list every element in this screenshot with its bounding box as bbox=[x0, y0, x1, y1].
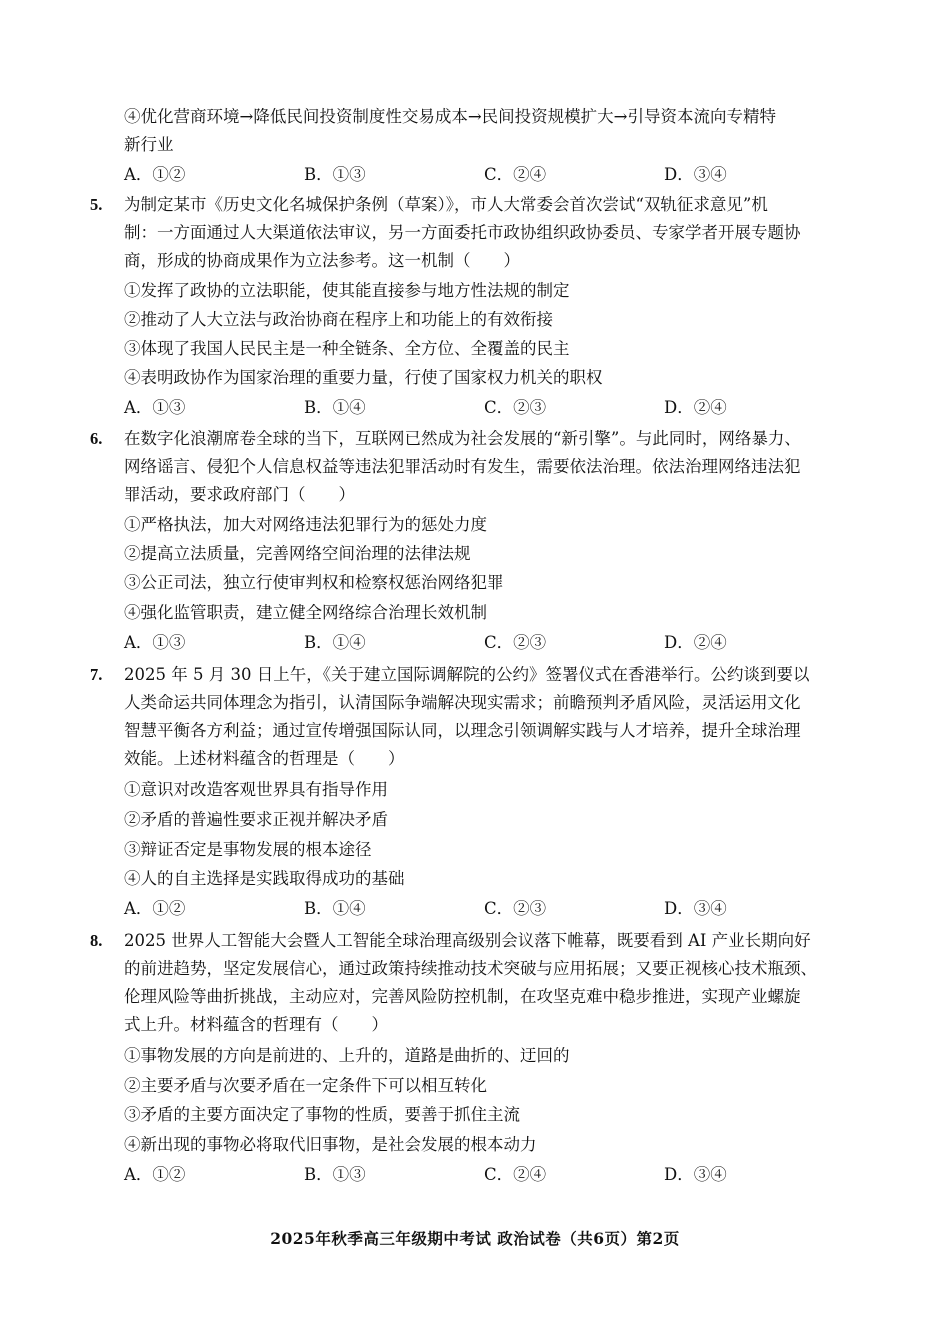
item-line: ①发挥了政协的立法职能，使其能直接参与地方性法规的制定 bbox=[124, 281, 570, 300]
option-b: B．①④ bbox=[304, 899, 366, 918]
stem-line: 制：一方面通过人大渠道依法审议，另一方面委托市政协组织政协委员、专家学者开展专题协 bbox=[124, 223, 801, 242]
stem-line: 2025 世界人工智能大会暨人工智能全球治理高级别会议落下帷幕，既要看到 AI 产业长期向好 bbox=[124, 931, 811, 950]
option-c: C．②④ bbox=[484, 1165, 547, 1184]
option-d: D．②④ bbox=[664, 398, 727, 417]
stem-line: 人类命运共同体理念为指引，认清国际争端解决现实需求；前瞻预判矛盾风险，灵活运用文化 bbox=[124, 693, 801, 712]
stem-line: 在数字化浪潮席卷全球的当下，互联网已然成为社会发展的“新引擎”。与此同时，网络暴力、 bbox=[124, 429, 801, 448]
item-line: ①事物发展的方向是前进的、上升的，道路是曲折的、迂回的 bbox=[124, 1046, 570, 1065]
option-a: A．①③ bbox=[124, 633, 186, 652]
option-c: C．②③ bbox=[484, 633, 547, 652]
item-line: ③公正司法，独立行使审判权和检察权惩治网络犯罪 bbox=[124, 573, 504, 592]
item-line: ④表明政协作为国家治理的重要力量，行使了国家权力机关的职权 bbox=[124, 368, 603, 387]
item-line: ③辩证否定是事物发展的根本途径 bbox=[124, 840, 372, 859]
options-row bbox=[124, 1160, 844, 1190]
item-line: ③体现了我国人民民主是一种全链条、全方位、全覆盖的民主 bbox=[124, 339, 570, 358]
stem-line: 罪活动，要求政府部门（ ） bbox=[124, 485, 355, 504]
options-row bbox=[124, 628, 844, 658]
question-number: 8. bbox=[90, 931, 103, 950]
option-a: A．①② bbox=[124, 899, 186, 918]
item-line: ④优化营商环境→降低民间投资制度性交易成本→民间投资规模扩大→引导资本流向专精特 bbox=[124, 107, 776, 126]
stem-line: 智慧平衡各方利益；通过宣传增强国际认同，以理念引领调解实践与人才培养，提升全球治理 bbox=[124, 721, 801, 740]
stem-line: 2025 年 5 月 30 日上午，《关于建立国际调解院的公约》签署仪式在香港举行。公约谈到要以 bbox=[124, 665, 810, 684]
options-row bbox=[124, 393, 844, 423]
option-b: B．①③ bbox=[304, 165, 366, 184]
question-number: 5. bbox=[90, 195, 103, 214]
item-line: ②推动了人大立法与政治协商在程序上和功能上的有效衔接 bbox=[124, 310, 553, 329]
item-line: ①意识对改造客观世界具有指导作用 bbox=[124, 780, 388, 799]
item-line: ④人的自主选择是实践取得成功的基础 bbox=[124, 869, 405, 888]
stem-line: 式上升。材料蕴含的哲理有（ ） bbox=[124, 1015, 388, 1034]
option-a: A．①③ bbox=[124, 398, 186, 417]
item-line: 新行业 bbox=[124, 135, 174, 154]
option-d: D．③④ bbox=[664, 165, 727, 184]
stem-line: 的前进趋势，坚定发展信心，通过政策持续推动技术突破与应用拓展；又要正视核心技术瓶颈、 bbox=[124, 959, 817, 978]
options-row bbox=[124, 894, 844, 924]
option-a: A．①② bbox=[124, 165, 186, 184]
page-footer: 2025年秋季高三年级期中考试 政治试卷（共6页）第2页 bbox=[270, 1229, 680, 1248]
question-number: 6. bbox=[90, 429, 103, 448]
question-number: 7. bbox=[90, 665, 103, 684]
item-line: ④新出现的事物必将取代旧事物，是社会发展的根本动力 bbox=[124, 1135, 537, 1154]
item-line: ④强化监管职责，建立健全网络综合治理长效机制 bbox=[124, 603, 487, 622]
option-d: D．③④ bbox=[664, 899, 727, 918]
item-line: ③矛盾的主要方面决定了事物的性质，要善于抓住主流 bbox=[124, 1105, 520, 1124]
option-a: A．①② bbox=[124, 1165, 186, 1184]
option-d: D．③④ bbox=[664, 1165, 727, 1184]
item-line: ②提高立法质量，完善网络空间治理的法律法规 bbox=[124, 544, 471, 563]
stem-line: 效能。上述材料蕴含的哲理是（ ） bbox=[124, 749, 405, 768]
stem-line: 网络谣言、侵犯个人信息权益等违法犯罪活动时有发生，需要依法治理。依法治理网络违法犯 bbox=[124, 457, 801, 476]
options-row bbox=[124, 160, 844, 190]
option-b: B．①④ bbox=[304, 633, 366, 652]
stem-line: 商，形成的协商成果作为立法参考。这一机制（ ） bbox=[124, 251, 520, 270]
option-c: C．②③ bbox=[484, 398, 547, 417]
item-line: ②矛盾的普遍性要求正视并解决矛盾 bbox=[124, 810, 388, 829]
option-c: C．②③ bbox=[484, 899, 547, 918]
option-d: D．②④ bbox=[664, 633, 727, 652]
item-line: ①严格执法，加大对网络违法犯罪行为的惩处力度 bbox=[124, 515, 487, 534]
option-b: B．①④ bbox=[304, 398, 366, 417]
item-line: ②主要矛盾与次要矛盾在一定条件下可以相互转化 bbox=[124, 1076, 487, 1095]
option-b: B．①③ bbox=[304, 1165, 366, 1184]
option-c: C．②④ bbox=[484, 165, 547, 184]
stem-line: 为制定某市《历史文化名城保护条例（草案）》，市人大常委会首次尝试“双轨征求意见”机 bbox=[124, 195, 768, 214]
stem-line: 伦理风险等曲折挑战，主动应对，完善风险防控机制，在攻坚克难中稳步推进，实现产业螺旋 bbox=[124, 987, 801, 1006]
